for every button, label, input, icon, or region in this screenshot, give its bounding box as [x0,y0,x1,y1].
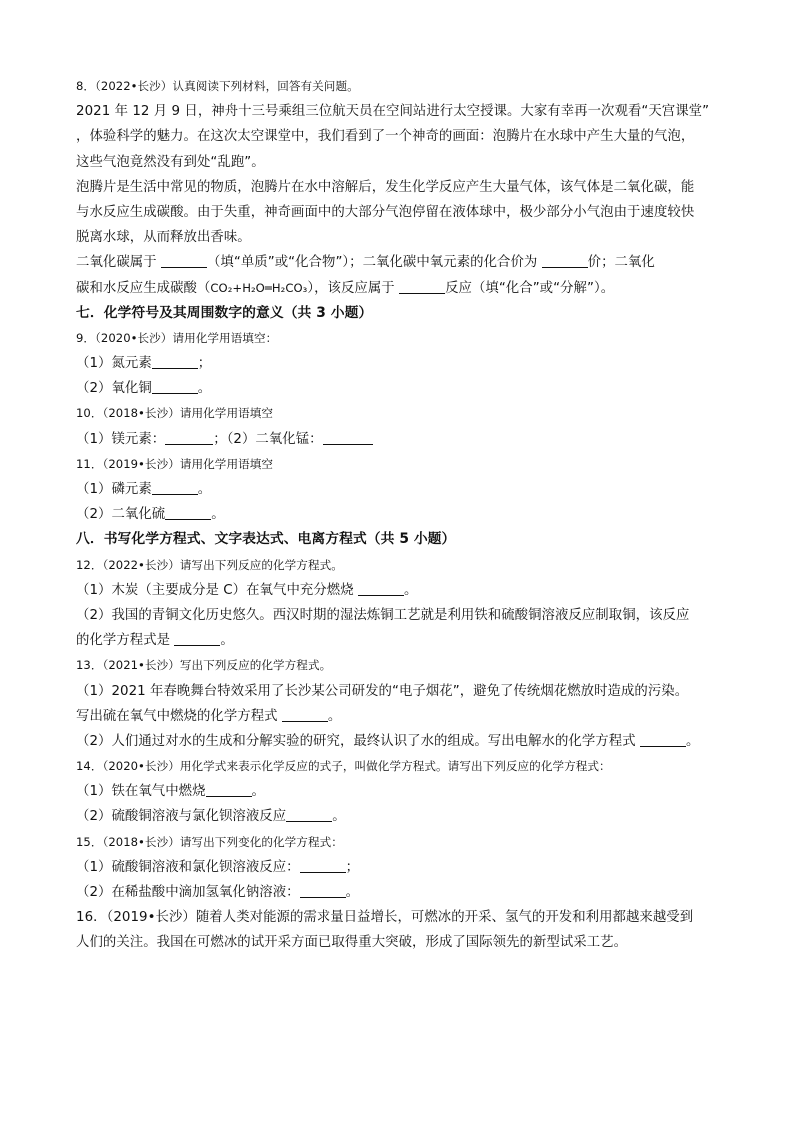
q8-header: 8．（2022•长沙）认真阅读下列材料，回答有关问题。 [76,79,359,93]
q12-item2-end: 。 [220,633,234,649]
q8-question-line1 [76,250,726,275]
q12-item1-end: 。 [403,582,418,598]
q8-text-d: 碳和水反应生成碳酸（ [76,280,211,296]
q11-item2 [76,502,726,527]
q9-item1-label: （1）氮元素 [76,356,152,372]
q8-text-f: 反应（填“化合”或“分解”）。 [445,280,615,296]
q10-blank-2[interactable] [323,430,373,445]
q15-header: 15．（2018•长沙）请写出下列变化的化学方程式： [76,834,343,849]
q15-item1-label: （1）硫酸铜溶液和氯化钡溶液反应： [76,859,300,875]
q10-item1-label: （1）镁元素： [76,431,166,447]
q12-blank-1[interactable] [358,581,404,596]
q8-question-line2 [76,276,726,301]
q11-blank-1[interactable] [152,480,198,495]
q15-blank-2[interactable] [300,883,346,898]
q8-paragraph1-line3: 这些气泡竟然没有到处“乱跑”。 [76,154,265,170]
q10-header: 10．（2018•长沙）请用化学用语填空 [76,406,274,421]
q10-items [76,427,726,452]
q15-item1-end: ； [345,859,360,875]
q12-item2-line1: （2）我国的青铜文化历史悠久。西汉时期的湿法炼铜工艺就是利用铁和硫酸铜溶液反应制取铜，该反应 [76,607,690,623]
q11-item1-label: （1）磷元素 [76,482,152,497]
q9-item2-end: 。 [197,381,212,397]
q13-header: 13．（2021•长沙）写出下列反应的化学方程式。 [76,658,332,673]
q14-item2-label: （2）硫酸铜溶液与氯化钡溶液反应 [76,809,287,825]
q12-item2-line2 [76,628,726,653]
q13-blank-1[interactable] [282,707,328,722]
q8-blank-2[interactable] [542,253,588,268]
q8-equation: CO₂+H₂O═H₂CO₃ [210,280,308,295]
q8-paragraph1-line2: ，体验科学的魅力。在这次太空课堂中，我们看到了一个神奇的画面：泡腾片在水球中产生大量的气泡， [76,129,695,145]
q14-header: 14．（2020•长沙）用化学式来表示化学反应的式子，叫做化学方程式。请写出下列反应的化学方程式： [76,759,611,774]
q8-paragraph2-line3: 脱离水球，从而释放出香味。 [76,230,251,246]
q8-text-b: （填“单质”或“化合物”）；二氧化碳中氧元素的化合价为 [206,255,542,271]
q8-blank-3[interactable] [399,279,445,294]
q14-item1-end: 。 [251,784,265,800]
q15-item2 [76,880,726,905]
q9-item1 [76,351,726,376]
q14-item1-label: （1）铁在氧气中燃烧 [76,784,206,800]
q13-item1-end: 。 [327,708,342,724]
q16-line1: 16．（2019•长沙）随着人类对能源的需求量日益增长，可燃冰的开采、氢气的开发和利用都越来越受到 [76,910,694,926]
q14-blank-2[interactable] [286,807,332,822]
q11-header: 11．（2019•长沙）请用化学用语填空 [76,456,274,471]
q13-item2 [76,729,726,754]
q14-item2-end: 。 [332,809,346,825]
q9-item2 [76,376,726,401]
q10-blank-1[interactable] [165,430,213,445]
q9-header: 9．（2020•长沙）请用化学用语填空： [76,330,278,345]
q8-text-e: ），该反应属于 [307,280,400,296]
q11-item2-end: 。 [211,507,225,523]
q16-line2: 人们的关注。我国在可燃冰的试开采方面已取得重大突破，形成了国际领先的新型试采工艺。 [76,935,628,951]
q13-item2-end: 。 [685,733,700,749]
q9-item2-label: （2）氧化铜 [76,381,152,397]
q15-blank-1[interactable] [300,858,346,873]
q13-item1-label: 写出硫在氧气中燃烧的化学方程式 [76,708,282,724]
q15-item1 [76,855,726,880]
q12-blank-2[interactable] [174,631,220,646]
q13-item1-line2 [76,704,726,729]
q9-item1-end: ； [197,356,212,372]
q8-paragraph1-line1: 2021 年 12 月 9 日，神舟十三号乘组三位航天员在空间站进行太空授课。大家有幸再一次观看“天宫课堂” [76,104,710,120]
section-7-title: 七．化学符号及其周围数字的意义（共 3 小题） [76,304,373,321]
q8-text-a: 二氧化碳属于 [76,255,161,271]
q9-blank-1[interactable] [152,354,198,369]
q13-item1-line1: （1）2021 年春晚舞台特效采用了长沙某公司研发的“电子烟花”，避免了传统烟花燃放时造成的污染。 [76,683,689,699]
q12-header: 12．（2022•长沙）请写出下列反应的化学方程式。 [76,557,343,572]
q13-blank-2[interactable] [640,732,686,747]
section-8-title: 八．书写化学方程式、文字表达式、电离方程式（共 5 小题） [76,531,456,548]
q11-item2-label: （2）二氧化硫 [76,507,166,523]
q14-item2 [76,804,726,829]
q12-item1 [76,578,726,603]
q11-item1-end: 。 [197,482,212,497]
q8-paragraph2-line2: 与水反应生成碳酸。由于失重，神奇画面中的大部分气泡停留在液体球中，极少部分小气泡由于速度较快 [76,204,695,220]
q8-blank-1[interactable] [161,253,207,268]
q12-item1-label: （1）木炭（主要成分是 C）在氧气中充分燃烧 [76,582,358,598]
q10-item2-label: ；（2）二氧化锰： [213,431,323,447]
q8-paragraph2-line1: 泡腾片是生活中常见的物质，泡腾片在水中溶解后，发生化学反应产生大量气体，该气体是二氧化碳，能 [76,179,695,195]
q11-item1 [76,477,726,502]
q14-item1 [76,779,726,804]
q15-item2-label: （2）在稀盐酸中滴加氢氧化钠溶液： [76,885,300,900]
q8-text-c: 价；二氧化 [587,255,655,271]
worksheet-page [76,74,726,956]
q13-item2-label: （2）人们通过对水的生成和分解实验的研究，最终认识了水的组成。写出电解水的化学方程式 [76,733,640,749]
q9-blank-2[interactable] [152,379,198,394]
q11-blank-2[interactable] [165,505,211,520]
q15-item2-end: 。 [345,885,360,900]
q14-blank-1[interactable] [206,782,252,797]
q12-item2-label: 的化学方程式是 [76,633,175,649]
